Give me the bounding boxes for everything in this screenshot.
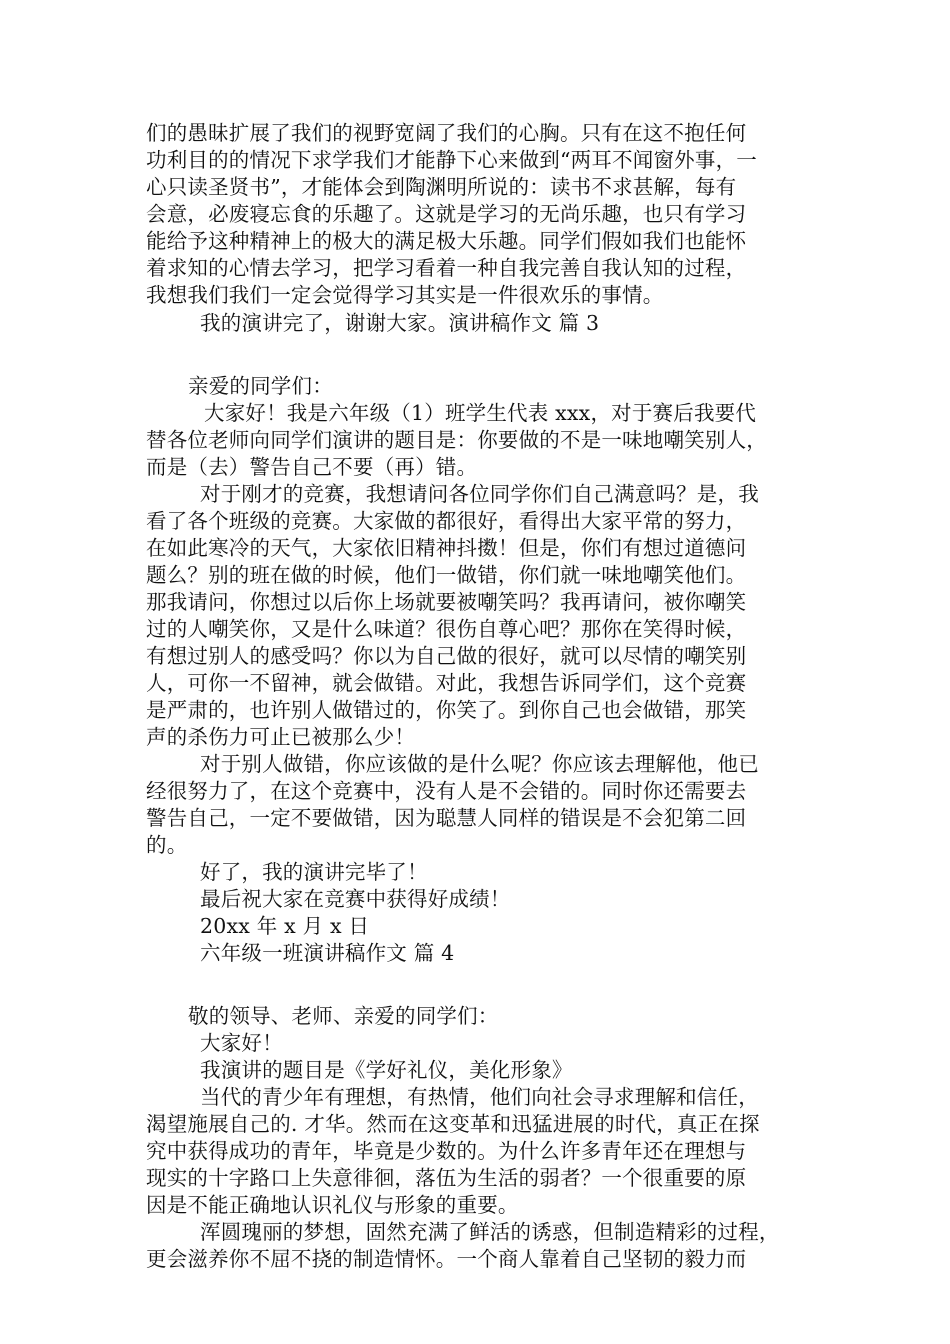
text-line: 亲爱的同学们： [188, 374, 333, 398]
text-line: 警告自己，一定不要做错，因为聪慧人同样的错误是不会犯第二回 [146, 806, 747, 830]
text-line: 20xx 年 x 月 x 日 [200, 914, 370, 938]
text-line: 究中获得成功的青年，毕竟是少数的。为什么许多青年还在理想与 [146, 1139, 747, 1163]
text-line: 对于别人做错，你应该做的是什么呢？你应该去理解他，他已 [200, 752, 759, 776]
text-line: 会意，必废寝忘食的乐趣了。这就是学习的无尚乐趣，也只有学习 [146, 202, 747, 226]
text-line: 我的演讲完了，谢谢大家。演讲稿作文 篇 3 [200, 311, 600, 335]
text-line: 大家好！我是六年级（1）班学生代表 xxx，对于赛后我要代 [204, 401, 757, 425]
text-line: 替各位老师向同学们演讲的题目是：你要做的不是一味地嘲笑别人， [146, 428, 767, 452]
text-line: 大家好！ [200, 1031, 283, 1055]
text-line: 对于刚才的竞赛，我想请问各位同学你们自己满意吗？是，我 [200, 482, 759, 506]
text-line: 心只读圣贤书”，才能体会到陶渊明所说的：读书不求甚解，每有 [146, 175, 737, 199]
text-line: 过的人嘲笑你，又是什么味道？很伤自尊心吧？那你在笑得时候， [146, 617, 747, 641]
text-line: 功利目的的情况下求学我们才能静下心来做到“两耳不闻窗外事，一 [146, 148, 757, 172]
text-line: 有想过别人的感受吗？你以为自己做的很好，就可以尽情的嘲笑别 [146, 644, 747, 668]
text-line: 现实的十字路口上失意徘徊，落伍为生活的弱者？一个很重要的原 [146, 1166, 747, 1190]
text-line: 当代的青少年有理想，有热情，他们向社会寻求理解和信任， [200, 1085, 759, 1109]
text-line: 着求知的心情去学习，把学习看着一种自我完善自我认知的过程， [146, 256, 747, 280]
text-line: 声的杀伤力可止已被那么少！ [146, 725, 416, 749]
text-line: 们的愚昧扩展了我们的视野宽阔了我们的心胸。只有在这不抱任何 [146, 121, 747, 145]
text-line: 浑圆瑰丽的梦想，固然充满了鲜活的诱惑，但制造精彩的过程， [200, 1220, 780, 1244]
text-line: 好了，我的演讲完毕了！ [200, 860, 428, 884]
text-line: 我想我们我们一定会觉得学习其实是一件很欢乐的事情。 [146, 283, 664, 307]
text-line: 六年级一班演讲稿作文 篇 4 [200, 941, 455, 965]
text-line: 因是不能正确地认识礼仪与形象的重要。 [146, 1193, 519, 1217]
text-line: 更会滋养你不屈不挠的制造情怀。一个商人靠着自己坚韧的毅力而 [146, 1247, 747, 1271]
text-line: 的。 [146, 833, 188, 857]
text-line: 最后祝大家在竞赛中获得好成绩！ [200, 887, 511, 911]
text-line: 能给予这种精神上的极大的满足极大乐趣。同学们假如我们也能怀 [146, 229, 747, 253]
text-line: 我演讲的题目是《学好礼仪，美化形象》 [200, 1058, 573, 1082]
text-line: 是严肃的，也许别人做错过的，你笑了。到你自己也会做错，那笑 [146, 698, 747, 722]
text-line: 那我请问，你想过以后你上场就要被嘲笑吗？我再请问，被你嘲笑 [146, 590, 747, 614]
text-line: 题么？别的班在做的时候，他们一做错，你们就一味地嘲笑他们。 [146, 563, 747, 587]
text-line: 人，可你一不留神，就会做错。对此，我想告诉同学们，这个竞赛 [146, 671, 747, 695]
text-line: 敬的领导、老师、亲爱的同学们： [188, 1004, 499, 1028]
text-line: 渴望施展自己的. 才华。然而在这变革和迅猛进展的时代，真正在探 [146, 1112, 760, 1136]
text-line: 经很努力了，在这个竞赛中，没有人是不会错的。同时你还需要去 [146, 779, 747, 803]
text-line: 看了各个班级的竞赛。大家做的都很好，看得出大家平常的努力， [146, 509, 747, 533]
text-line: 而是（去）警告自己不要（再）错。 [146, 455, 478, 479]
text-line: 在如此寒冷的天气，大家依旧精神抖擞！但是，你们有想过道德问 [146, 536, 747, 560]
